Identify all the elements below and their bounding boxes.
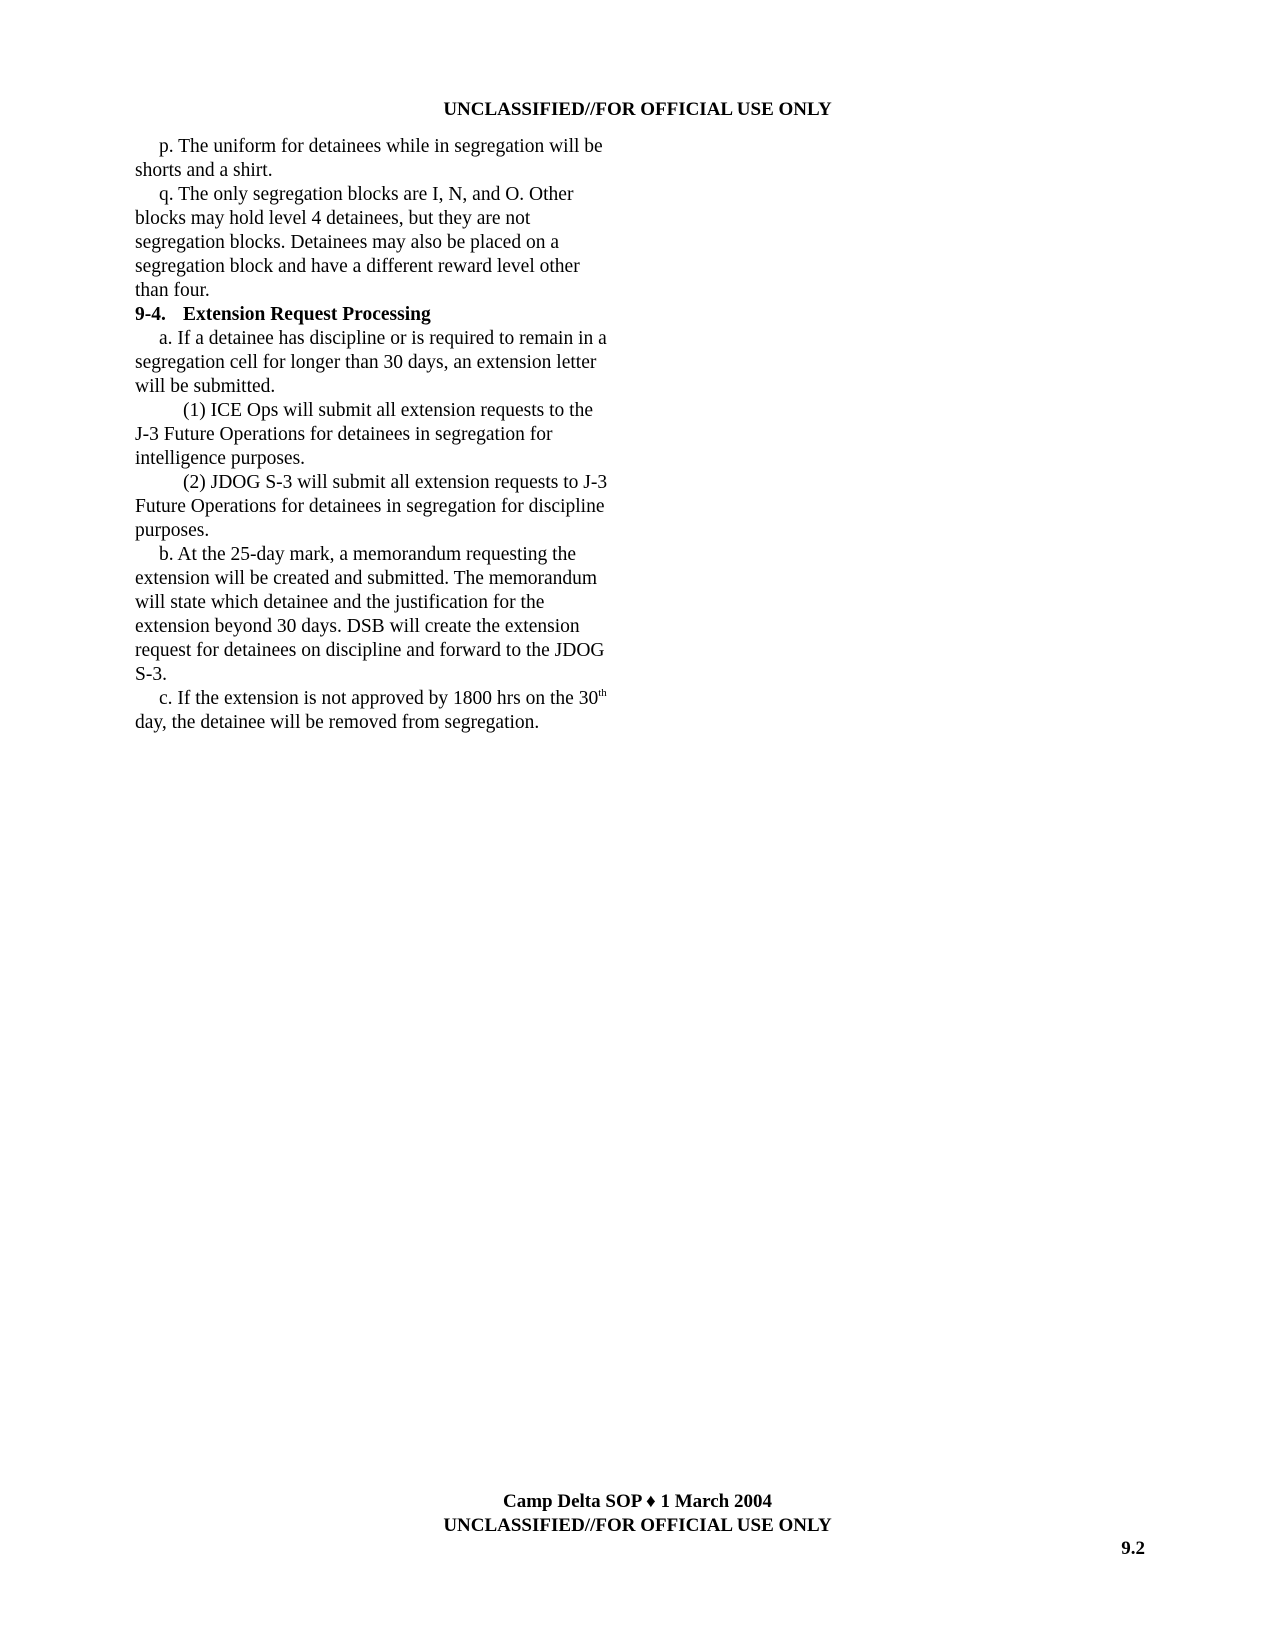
section-title: Extension Request Processing xyxy=(183,304,431,325)
footer-title: Camp Delta SOP ♦ 1 March 2004 xyxy=(503,1491,772,1512)
paragraph-c xyxy=(135,687,610,735)
footer xyxy=(0,1490,1275,1538)
paragraph-p: p. The uniform for detainees while in segregation will be shorts and a shirt. xyxy=(135,136,603,181)
paragraph-a: a. If a detainee has discipline or is required to remain in a segregation cell for longer than 30 days, an extension letter will be submitted. xyxy=(135,328,607,397)
section-heading xyxy=(135,303,610,327)
page-number: 9.2 xyxy=(1121,1538,1145,1559)
paragraph-b: b. At the 25-day mark, a memorandum requesting the extension will be created and submitted. The memorandum will state which detainee and the justification for the extension beyond 30 days. DSB will create the extension request for detainees on discipline and forward to the JDOG S-3. xyxy=(135,544,605,685)
classification-footer: UNCLASSIFIED//FOR OFFICIAL USE ONLY xyxy=(443,1515,832,1536)
ordinal-superscript: th xyxy=(598,687,607,699)
document-body xyxy=(135,135,610,735)
paragraph-a-2: (2) JDOG S-3 will submit all extension requests to J-3 Future Operations for detainees in segregation for discipline purposes. xyxy=(135,472,608,541)
paragraph-c-text-1: c. If the extension is not approved by 1800 hrs on the 30 xyxy=(159,688,599,709)
classification-header: UNCLASSIFIED//FOR OFFICIAL USE ONLY xyxy=(443,99,832,120)
section-number: 9-4. xyxy=(135,304,166,325)
paragraph-q: q. The only segregation blocks are I, N, and O. Other blocks may hold level 4 detainees, but they are not segregation blocks. Detainees may also be placed on a segregation block and have a different reward level other than four. xyxy=(135,184,580,301)
paragraph-c-text-2: day, the detainee will be removed from segregation. xyxy=(135,712,540,733)
paragraph-a-1: (1) ICE Ops will submit all extension requests to the J-3 Future Operations for detainees in segregation for intelligence purposes. xyxy=(135,400,593,469)
